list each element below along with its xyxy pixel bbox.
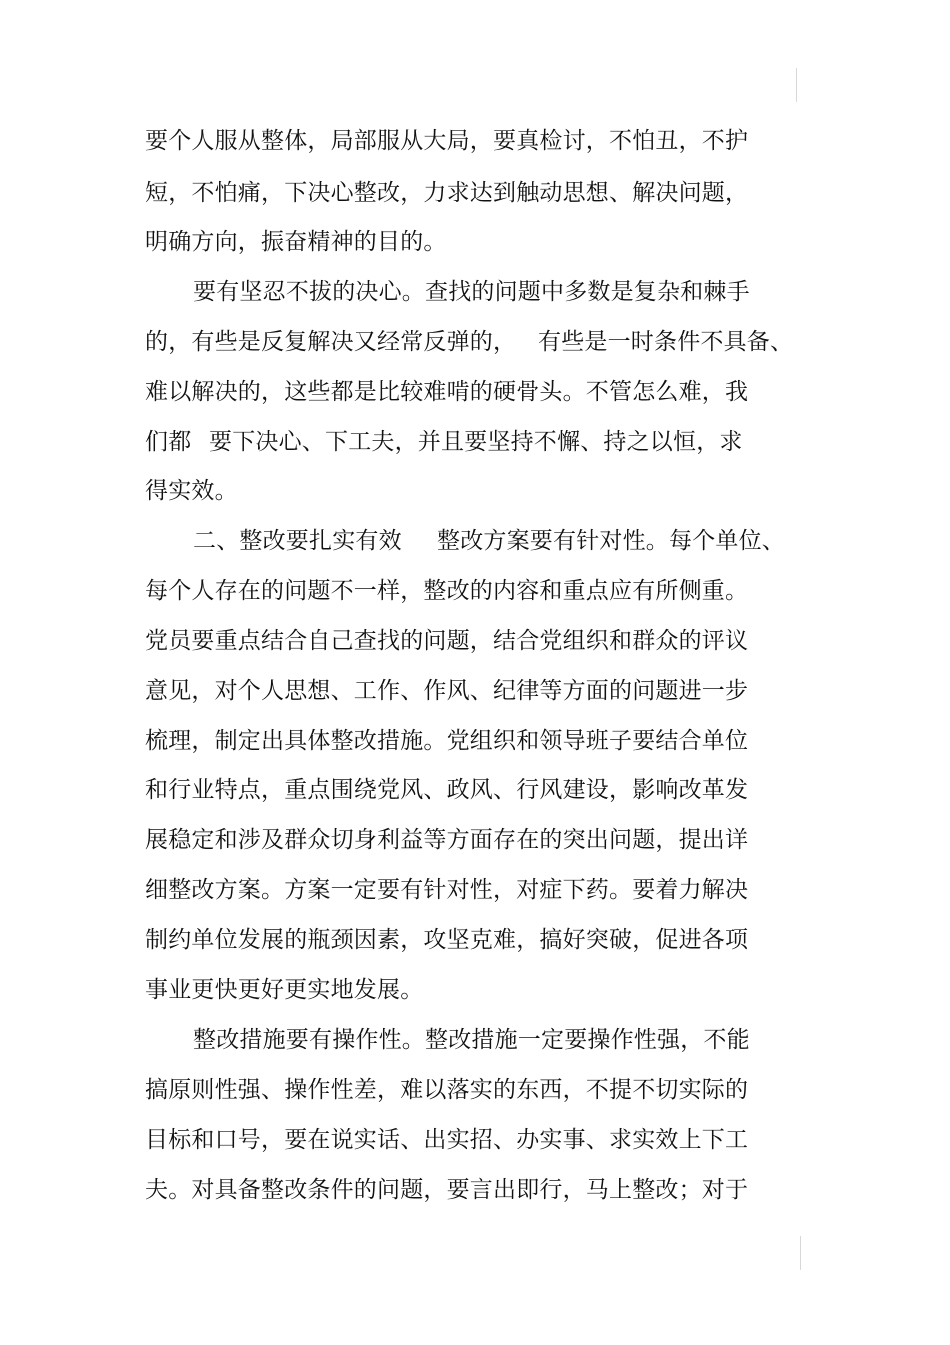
text-line: 得实效。	[145, 478, 238, 504]
text-line: 制约单位发展的瓶颈因素，攻坚克难，搞好突破，促进各项	[145, 927, 749, 953]
text-line: 短，不怕痛，下决心整改，力求达到触动思想、解决问题，	[145, 180, 749, 206]
text-line: 意见，对个人思想、工作、作风、纪律等方面的问题进一步	[145, 678, 749, 704]
text-line: 展稳定和涉及群众切身利益等方面存在的突出问题，提出详	[145, 827, 749, 853]
text-line: 党员要重点结合自己查找的问题，结合党组织和群众的评议	[145, 628, 749, 654]
text-line: 细整改方案。方案一定要有针对性，对症下药。要着力解决	[145, 877, 749, 903]
text-line: 梳理，制定出具体整改措施。党组织和领导班子要结合单位	[145, 728, 749, 754]
text-line: 要下决心、下工夫，并且要坚持不懈、持之以恒，求	[209, 429, 743, 455]
text-line: 们都	[145, 429, 192, 455]
text-line: 和行业特点，重点围绕党风、政风、行风建设，影响改革发	[145, 777, 749, 803]
text-line: 目标和口号，要在说实话、出实招、办实事、求实效上下工	[145, 1127, 749, 1153]
text-line: 要个人服从整体，局部服从大局，要真检讨，不怕丑，不护	[145, 128, 749, 154]
page-corner-mark-bottom	[800, 1236, 801, 1270]
text-line: 搞原则性强、操作性差，难以落实的东西，不提不切实际的	[145, 1077, 749, 1103]
text-line: 每个人存在的问题不一样，整改的内容和重点应有所侧重。	[145, 578, 749, 604]
text-line: 夫。对具备整改条件的问题，要言出即行，马上整改；对于	[145, 1177, 749, 1203]
text-line: 明确方向，振奋精神的目的。	[145, 229, 447, 255]
text-line: 有些是一时条件不具备、	[538, 329, 794, 355]
paragraph-first-line: 整改措施要有操作性。整改措施一定要操作性强，不能	[193, 1027, 750, 1053]
text-line: 的，有些是反复解决又经常反弹的，	[145, 329, 517, 355]
text-line: 难以解决的，这些都是比较难啃的硬骨头。不管怎么难，我	[145, 379, 749, 405]
page-corner-mark-top	[796, 68, 797, 102]
section-heading: 二、整改要扎实有效	[193, 528, 402, 554]
paragraph-first-line: 整改方案要有针对性。每个单位、	[437, 528, 785, 554]
paragraph-first-line: 要有坚忍不拔的决心。查找的问题中多数是复杂和棘手	[193, 279, 750, 305]
text-line: 事业更快更好更实地发展。	[145, 977, 424, 1003]
